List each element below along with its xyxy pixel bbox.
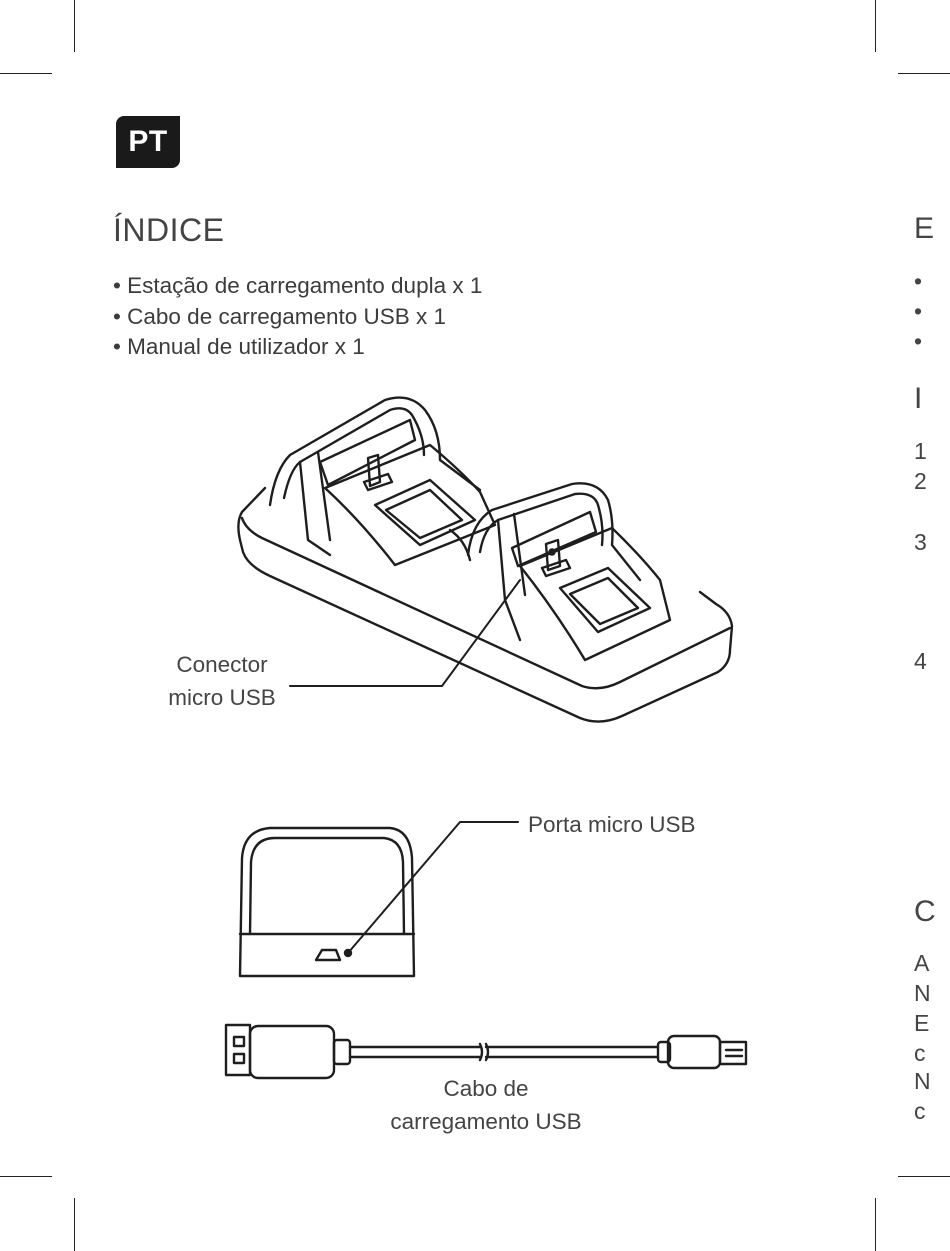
next-page-fragment: A [914,950,930,976]
usb-cable-illustration [226,1025,746,1078]
next-page-fragment: • [914,328,923,354]
charging-station-illustration [238,398,732,722]
section-title: ÍNDICE [113,212,225,248]
list-item: • Estação de carregamento dupla x 1 [113,271,482,302]
next-page-fragment: N [914,980,931,1006]
cable-label [370,1072,602,1138]
connector-label-line1: Conector [176,652,268,677]
next-page-fragment: c [914,1040,926,1066]
next-page-fragment: N [914,1068,931,1094]
list-item: • Manual de utilizador x 1 [113,332,482,363]
connector-label [164,648,280,714]
next-page-fragment: 3 [914,529,927,555]
next-page-fragment: • [914,298,923,324]
station-side-view-illustration [240,822,518,976]
next-page-fragment: E [914,1010,930,1036]
next-page-fragment: I [914,382,923,415]
list-item: • Cabo de carregamento USB x 1 [113,302,482,333]
next-page-fragment: E [914,212,935,245]
next-page-fragment: • [914,268,923,294]
cable-label-line2: carregamento USB [390,1109,582,1134]
next-page-fragment: c [914,1098,926,1124]
next-page-fragment: 4 [914,648,927,674]
port-label: Porta micro USB [528,812,696,837]
next-page-fragment: 1 [914,438,927,464]
next-page-fragment: 2 [914,468,927,494]
cable-label-line1: Cabo de [443,1076,529,1101]
connector-label-line2: micro USB [168,685,276,710]
language-badge: PT [116,116,180,168]
next-page-fragment: C [914,895,936,928]
